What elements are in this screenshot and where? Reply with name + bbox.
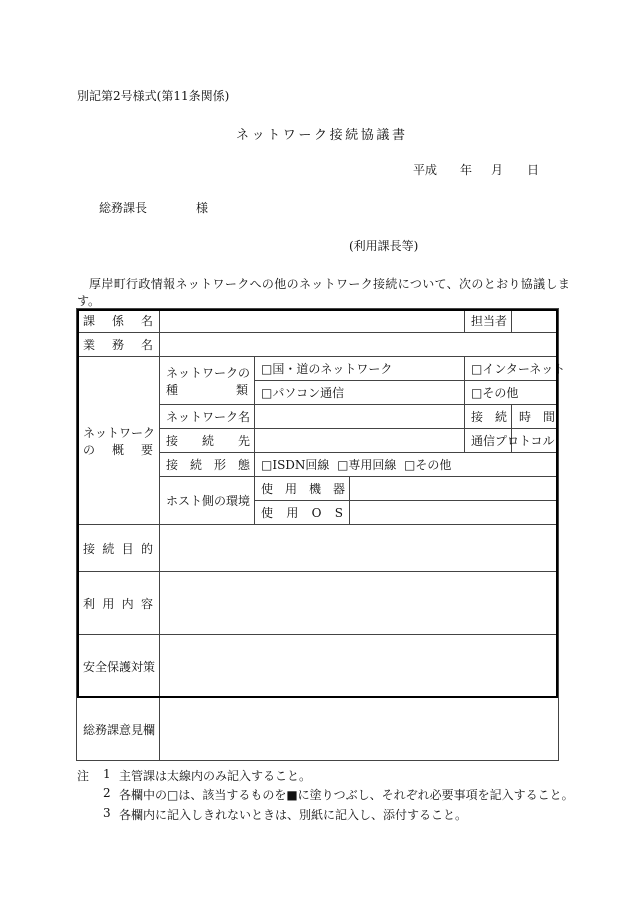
date-day: 日 bbox=[527, 163, 540, 177]
business-name-label: 業 務 名 bbox=[77, 333, 160, 357]
os-label: 使 用 O S bbox=[255, 501, 350, 525]
person-in-charge-label: 担当者 bbox=[465, 309, 512, 333]
destination-label: 接 続 先 bbox=[160, 429, 255, 453]
addressee: 総務課長 bbox=[99, 201, 148, 215]
form-reference: 別記第2号様式(第11条関係) bbox=[77, 89, 230, 103]
option-other-connection[interactable]: □その他 bbox=[404, 458, 452, 472]
general-affairs-opinion-field[interactable] bbox=[160, 698, 559, 761]
protocol-label: 通信プロトコル bbox=[465, 429, 512, 453]
usage-field[interactable] bbox=[160, 572, 559, 635]
note-2-number: 2 bbox=[103, 786, 111, 800]
sender-note: (利用課長等) bbox=[349, 239, 419, 253]
document-title: ネットワーク接続協議書 bbox=[236, 128, 408, 143]
connection-form-label: 接 続 形 態 bbox=[160, 453, 255, 477]
addressee-honorific: 様 bbox=[196, 201, 209, 215]
option-isdn[interactable]: □ISDN回線 bbox=[261, 458, 330, 472]
os-field[interactable] bbox=[350, 501, 559, 525]
option-national-network[interactable]: □国・道のネットワーク bbox=[255, 357, 465, 381]
purpose-field[interactable] bbox=[160, 525, 559, 572]
network-name-field[interactable] bbox=[255, 405, 465, 429]
destination-field[interactable] bbox=[255, 429, 465, 453]
connection-form-options bbox=[255, 453, 559, 477]
network-overview-line-1: ネットワーク bbox=[83, 425, 156, 440]
intro-line-2: す。 bbox=[77, 294, 101, 308]
network-overview-label bbox=[77, 357, 160, 525]
date-year: 年 bbox=[460, 163, 473, 177]
business-name-field[interactable] bbox=[160, 333, 559, 357]
note-3-number: 3 bbox=[103, 806, 111, 820]
usage-label: 利 用 内 容 bbox=[77, 572, 160, 635]
network-type-label bbox=[160, 357, 255, 405]
network-type-line-2: 種 類 bbox=[166, 382, 248, 397]
section-name-field[interactable] bbox=[160, 309, 465, 333]
note-3-text: 各欄内に記入しきれないときは、別紙に記入し、添付すること。 bbox=[119, 808, 468, 822]
connection-time-label: 接 続 時 間 bbox=[465, 405, 512, 429]
equipment-field[interactable] bbox=[350, 477, 559, 501]
general-affairs-opinion-label: 総務課意見欄 bbox=[77, 698, 160, 761]
date-era: 平成 bbox=[413, 163, 438, 177]
agreement-form-table bbox=[76, 308, 566, 761]
person-in-charge-field[interactable] bbox=[512, 309, 559, 333]
section-name-label: 課 係 名 bbox=[77, 309, 160, 333]
notes-prefix: 注 bbox=[77, 769, 90, 783]
network-overview-line-2: の 概 要 bbox=[83, 442, 153, 457]
note-1-number: 1 bbox=[103, 767, 111, 781]
intro-line-1: 厚岸町行政情報ネットワークへの他のネットワーク接続について、次のとおり協議しま bbox=[89, 277, 571, 291]
security-measures-label: 安全保護対策 bbox=[77, 635, 160, 698]
option-internet[interactable]: □インターネット bbox=[465, 357, 559, 381]
option-other-network[interactable]: □その他 bbox=[465, 381, 559, 405]
note-1-text: 主管課は太線内のみ記入すること。 bbox=[119, 769, 312, 783]
host-environment-label: ホスト側の環境 bbox=[160, 477, 255, 525]
option-pc-communication[interactable]: □パソコン通信 bbox=[255, 381, 465, 405]
date-month: 月 bbox=[491, 163, 504, 177]
security-measures-field[interactable] bbox=[160, 635, 559, 698]
note-2-text: 各欄中の□は、該当するものを■に塗りつぶし、それぞれ必要事項を記入すること。 bbox=[119, 788, 574, 802]
network-name-label: ネットワーク名 bbox=[160, 405, 255, 429]
option-dedicated-line[interactable]: □専用回線 bbox=[337, 458, 397, 472]
purpose-label: 接 続 目 的 bbox=[77, 525, 160, 572]
network-type-line-1: ネットワークの bbox=[166, 365, 251, 380]
equipment-label: 使 用 機 器 bbox=[255, 477, 350, 501]
